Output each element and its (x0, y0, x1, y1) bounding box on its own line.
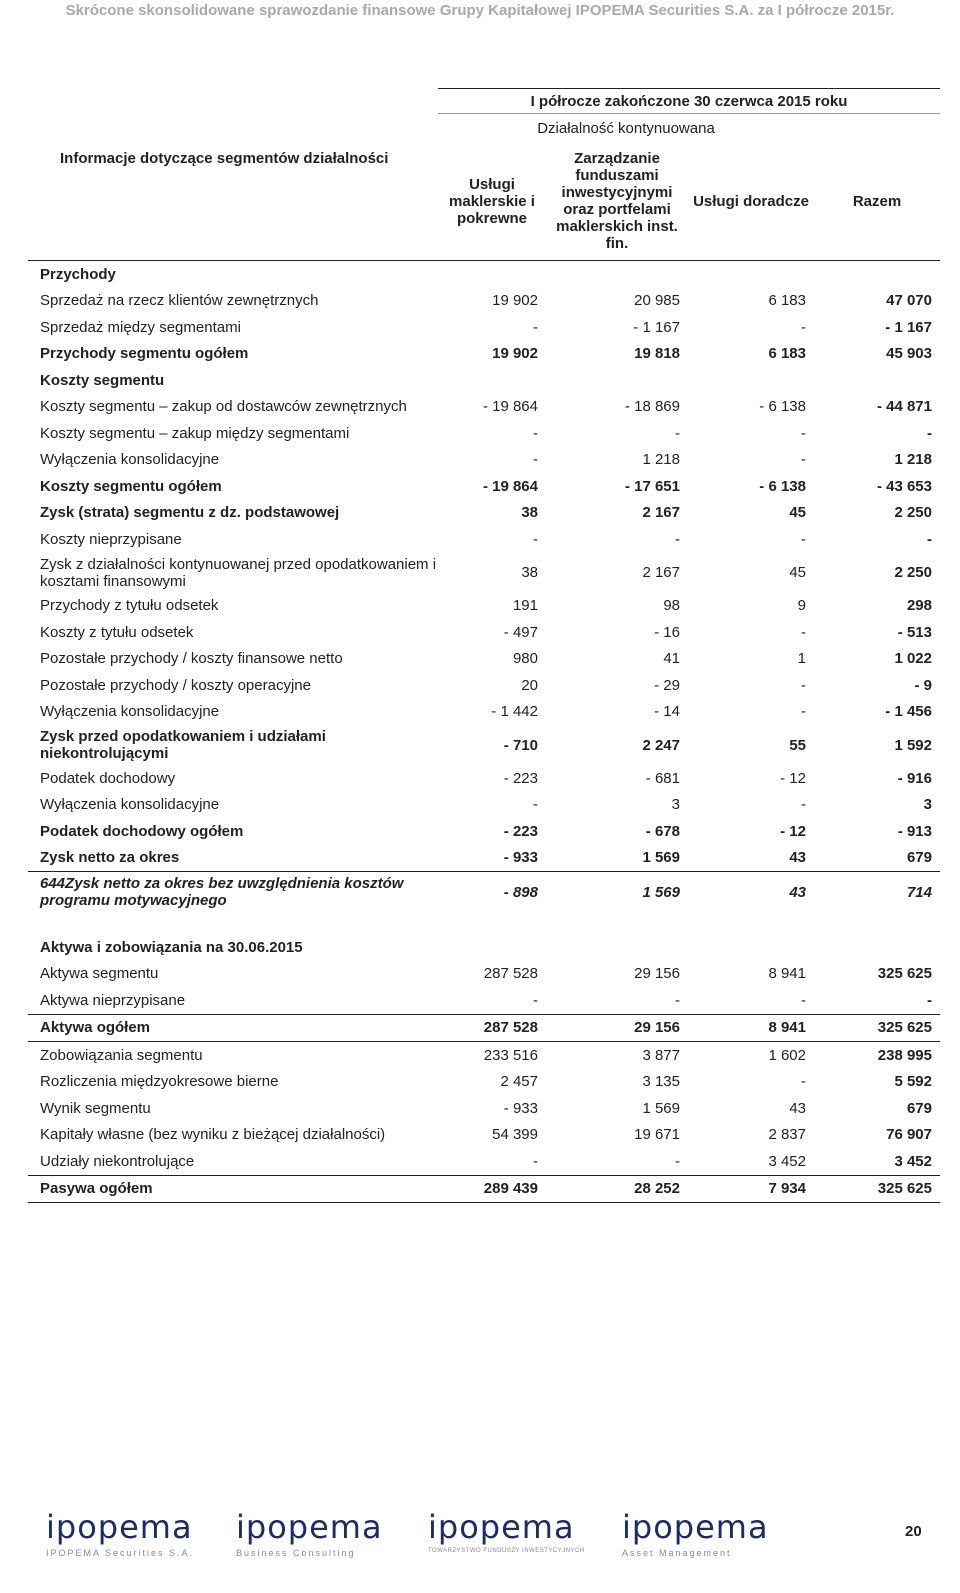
cell-value (814, 367, 940, 394)
cell-value: 325 625 (814, 1014, 940, 1042)
row-label: Aktywa nieprzypisane (28, 987, 438, 1014)
section-assets (28, 934, 940, 961)
cell-value: - 44 871 (876, 398, 932, 416)
row-label: Zysk (strata) segmentu z dz. podstawowej (40, 504, 340, 522)
cell-value: - 513 (897, 623, 932, 641)
cell-value: 298 (906, 597, 932, 615)
row-label: Koszty segmentu – zakup między segmentami (40, 424, 350, 442)
cell-value: - (533, 451, 538, 469)
table-row (28, 1148, 940, 1175)
cell-value: 289 439 (438, 1175, 546, 1203)
table-row (28, 619, 940, 646)
row-label: Koszty segmentu (40, 371, 165, 389)
section-label: Aktywa i zobowiązania na 30.06.2015 (40, 938, 303, 956)
cell-value: 679 (906, 1099, 932, 1117)
cell-value: - 681 (645, 769, 680, 787)
cell-value: 54 399 (492, 1126, 538, 1144)
cell-value: - (814, 987, 940, 1014)
row-label: Podatek dochodowy (40, 769, 176, 787)
table-row (28, 961, 940, 988)
row-label: Koszty segmentu – zakup od dostawców zewnętrznych (40, 398, 407, 416)
cell-value: - 12 (780, 769, 806, 787)
cell-value: 45 903 (886, 345, 932, 363)
cell-value: - 9 (914, 676, 932, 694)
cell-value: 19 671 (634, 1126, 680, 1144)
cell-value: - 933 (438, 845, 546, 872)
cell-value: - 43 653 (876, 477, 932, 495)
cell-value: 5 592 (894, 1073, 932, 1091)
period-label: I półrocze zakończone 30 czerwca 2015 roku (438, 89, 940, 114)
row-label: Koszty segmentu ogółem (40, 477, 222, 495)
table-row (28, 1122, 940, 1149)
table-row (28, 1175, 940, 1203)
cell-value: 47 070 (886, 292, 932, 310)
table-row (28, 1014, 940, 1042)
cell-value: - (438, 987, 546, 1014)
cell-value: 3 135 (642, 1073, 680, 1091)
cell-value: - (927, 530, 932, 548)
cell-value: 3 877 (642, 1046, 680, 1064)
cell-value: - (801, 1073, 806, 1091)
cell-value: 9 (797, 597, 806, 615)
cell-value: - 14 (654, 703, 680, 721)
cell-value: 2 457 (500, 1073, 538, 1091)
footer (0, 1508, 960, 1568)
header-continuing-row (28, 114, 940, 143)
col-header-brokerage: Usługi maklerskie i pokrewne (438, 142, 546, 261)
cell-value: - 916 (897, 769, 932, 787)
cell-value: 325 625 (814, 1175, 940, 1203)
table-row (28, 500, 940, 527)
row-label: Wyłączenia konsolidacyjne (40, 703, 220, 721)
table-row (28, 818, 940, 845)
cell-value: - 223 (503, 769, 538, 787)
cell-value: 2 247 (642, 736, 680, 754)
logo-caption: Asset Management (622, 1548, 732, 1558)
table-row (28, 1095, 940, 1122)
cell-value: - 1 456 (885, 703, 932, 721)
cell-value: 1 218 (894, 451, 932, 469)
cell-value: 45 (789, 504, 806, 522)
logo-caption: Business Consulting (236, 1548, 356, 1558)
cell-value: 1 218 (642, 451, 680, 469)
table-row (28, 1042, 940, 1069)
col-header-fund-management: Zarządzanie funduszami inwestycyjnymi oraz portfelami maklerskich inst. fin. (546, 142, 688, 261)
cell-value: 1 569 (546, 845, 688, 872)
cell-value: 287 528 (438, 1014, 546, 1042)
cell-value: 19 902 (492, 345, 538, 363)
row-label: Koszty nieprzypisane (40, 530, 182, 548)
spacer-row (28, 912, 940, 934)
cell-value: 2 837 (768, 1126, 806, 1144)
table-row (28, 593, 940, 620)
row-label: Zysk netto za okres (28, 845, 438, 872)
cell-value: - 29 (654, 676, 680, 694)
logo-wordmark: ipopema (428, 1508, 575, 1546)
cell-value: - (533, 530, 538, 548)
cell-value: 29 156 (546, 1014, 688, 1042)
logo-tfi (428, 1508, 585, 1554)
segment-table (28, 88, 940, 1203)
table-row (28, 872, 940, 913)
cell-value: 2 250 (894, 504, 932, 522)
cell-value: - 1 167 (633, 318, 680, 336)
table-row (28, 845, 940, 872)
segment-table-wrap (28, 88, 940, 1203)
cell-value: 28 252 (546, 1175, 688, 1203)
cell-value: 980 (512, 650, 538, 668)
cell-value: 3 (923, 796, 932, 814)
cell-value: - 17 651 (624, 477, 680, 495)
logo-wordmark: ipopema (46, 1508, 193, 1546)
cell-value: - 6 138 (759, 398, 806, 416)
section-label: Przychody (40, 265, 116, 283)
cell-value: - (801, 451, 806, 469)
row-label: Wynik segmentu (40, 1099, 151, 1117)
cell-value: 1 022 (894, 650, 932, 668)
table-row (28, 699, 940, 726)
cell-value: 55 (789, 736, 806, 754)
row-label: Pozostałe przychody / koszty finansowe netto (40, 650, 343, 668)
cell-value: 3 (671, 796, 680, 814)
cell-value: 1 602 (768, 1046, 806, 1064)
header-columns-row (28, 142, 940, 261)
cell-value: - (533, 424, 538, 442)
page-header: Skrócone skonsolidowane sprawozdanie finansowe Grupy Kapitałowej IPOPEMA Securities S.A. za I półrocze 2015r. (65, 2, 895, 19)
cell-value: - (546, 1148, 688, 1175)
cell-value: - (533, 796, 538, 814)
table-row (28, 553, 940, 593)
col-header-total: Razem (814, 142, 940, 261)
cell-value: - (801, 623, 806, 641)
segment-title: Informacje dotyczące segmentów działalności (28, 142, 438, 261)
cell-value: - (801, 676, 806, 694)
table-row (28, 394, 940, 421)
cell-value: - 19 864 (482, 477, 538, 495)
row-label: Zobowiązania segmentu (40, 1046, 203, 1064)
cell-value: 38 (521, 564, 538, 581)
cell-value: 6 183 (768, 345, 806, 363)
cell-value: 45 (789, 564, 806, 581)
cell-value: - 1 442 (491, 703, 538, 721)
row-label: Pozostałe przychody / koszty operacyjne (40, 676, 311, 694)
cell-value: - (688, 987, 814, 1014)
row-label: Przychody segmentu ogółem (40, 345, 249, 363)
cell-value: 1 569 (642, 883, 680, 901)
cell-value: 29 156 (634, 965, 680, 983)
cell-value: 325 625 (877, 965, 932, 983)
cell-value (688, 367, 814, 394)
cell-value: - 913 (897, 822, 932, 840)
row-label: Koszty z tytułu odsetek (40, 623, 194, 641)
table-row (28, 288, 940, 315)
table-row (28, 526, 940, 553)
cell-value: - 933 (503, 1099, 538, 1117)
row-label: Zysk przed opodatkowaniem i udziałami niekontrolującymi (40, 728, 326, 762)
cell-value: 8 941 (768, 965, 806, 983)
cell-value: - (801, 703, 806, 721)
table-row (28, 447, 940, 474)
cell-value: - (801, 318, 806, 336)
row-label: 644Zysk netto za okres bez uwzględnienia kosztów programu motywacyjnego (40, 875, 404, 909)
cell-value: 41 (663, 650, 680, 668)
cell-value (546, 367, 688, 394)
cell-value: - (438, 1148, 546, 1175)
row-label: Sprzedaż na rzecz klientów zewnętrznych (40, 292, 319, 310)
cell-value: 238 995 (877, 1046, 932, 1064)
cell-value: - 678 (645, 822, 680, 840)
page-number: 20 (905, 1523, 922, 1540)
cell-value: - 6 138 (759, 477, 806, 495)
row-label: Przychody z tytułu odsetek (40, 597, 219, 615)
cell-value: - (546, 987, 688, 1014)
cell-value: 1 592 (894, 736, 932, 754)
table-row (28, 367, 940, 394)
cell-value: 2 167 (642, 564, 680, 581)
cell-value: 2 250 (894, 564, 932, 581)
cell-value: 2 167 (642, 504, 680, 522)
cell-value: - (675, 530, 680, 548)
cell-value: 7 934 (688, 1175, 814, 1203)
cell-value: 8 941 (688, 1014, 814, 1042)
logo-wordmark: ipopema (236, 1508, 383, 1546)
row-label: Pasywa ogółem (28, 1175, 438, 1203)
table-row (28, 473, 940, 500)
logo-caption: IPOPEMA Securities S.A. (46, 1548, 195, 1558)
cell-value: 233 516 (483, 1046, 538, 1064)
cell-value: - 898 (503, 883, 538, 901)
row-label: Aktywa segmentu (40, 965, 159, 983)
logo-business-consulting (236, 1508, 383, 1558)
cell-value: - (801, 796, 806, 814)
table-row (28, 646, 940, 673)
logo-wordmark: ipopema (622, 1508, 769, 1546)
row-label: Zysk z działalności kontynuowanej przed opodatkowaniem i kosztami finansowymi (40, 555, 437, 590)
row-label: Wyłączenia konsolidacyjne (40, 796, 220, 814)
cell-value: 43 (789, 883, 806, 901)
table-row (28, 987, 940, 1014)
cell-value: 3 452 (814, 1148, 940, 1175)
cell-value: 1 569 (642, 1099, 680, 1117)
row-label: Sprzedaż między segmentami (40, 318, 241, 336)
table-row (28, 725, 940, 765)
table-row (28, 765, 940, 792)
table-row (28, 1069, 940, 1096)
cell-value: - (801, 530, 806, 548)
cell-value: - 16 (654, 623, 680, 641)
table-row (28, 420, 940, 447)
cell-value: 679 (814, 845, 940, 872)
cell-value: 714 (906, 883, 932, 901)
section-revenue (28, 261, 940, 288)
cell-value: - 19 864 (482, 398, 538, 416)
cell-value: - 12 (780, 822, 806, 840)
cell-value: 76 907 (886, 1126, 932, 1144)
cell-value: 20 (521, 676, 538, 694)
table-row (28, 341, 940, 368)
cell-value: - (533, 318, 538, 336)
row-label: Aktywa ogółem (28, 1014, 438, 1042)
row-label: Podatek dochodowy ogółem (40, 822, 244, 840)
continuing-label: Działalność kontynuowana (438, 114, 814, 143)
cell-value: 38 (521, 504, 538, 522)
table-row (28, 672, 940, 699)
cell-value: 43 (688, 845, 814, 872)
cell-value: - (927, 424, 932, 442)
cell-value: 20 985 (634, 292, 680, 310)
row-label: Udziały niekontrolujące (28, 1148, 438, 1175)
col-header-advisory: Usługi doradcze (688, 142, 814, 261)
cell-value: - 710 (503, 736, 538, 754)
header-period-row (28, 89, 940, 114)
cell-value: 98 (663, 597, 680, 615)
logo-caption: TOWARZYSTWO FUNDUSZY INWESTYCYJNYCH (428, 1548, 585, 1554)
row-label: Kapitały własne (bez wyniku z bieżącej działalności) (40, 1126, 386, 1144)
row-label: Wyłączenia konsolidacyjne (40, 451, 220, 469)
cell-value: 43 (789, 1099, 806, 1117)
cell-value: 1 (797, 650, 806, 668)
cell-value: - (675, 424, 680, 442)
cell-value: 3 452 (688, 1148, 814, 1175)
cell-value: - 223 (503, 822, 538, 840)
logo-asset-management (622, 1508, 769, 1558)
table-row (28, 314, 940, 341)
cell-value: 19 818 (634, 345, 680, 363)
cell-value: - (801, 424, 806, 442)
row-label: Rozliczenia międzyokresowe bierne (40, 1073, 279, 1091)
table-row (28, 792, 940, 819)
cell-value: - 497 (503, 623, 538, 641)
cell-value: 287 528 (483, 965, 538, 983)
cell-value: - 18 869 (624, 398, 680, 416)
cell-value: - 1 167 (885, 318, 932, 336)
cell-value: 191 (512, 597, 538, 615)
logo-securities (46, 1508, 194, 1558)
cell-value: 6 183 (768, 292, 806, 310)
cell-value (438, 367, 546, 394)
cell-value: 19 902 (492, 292, 538, 310)
